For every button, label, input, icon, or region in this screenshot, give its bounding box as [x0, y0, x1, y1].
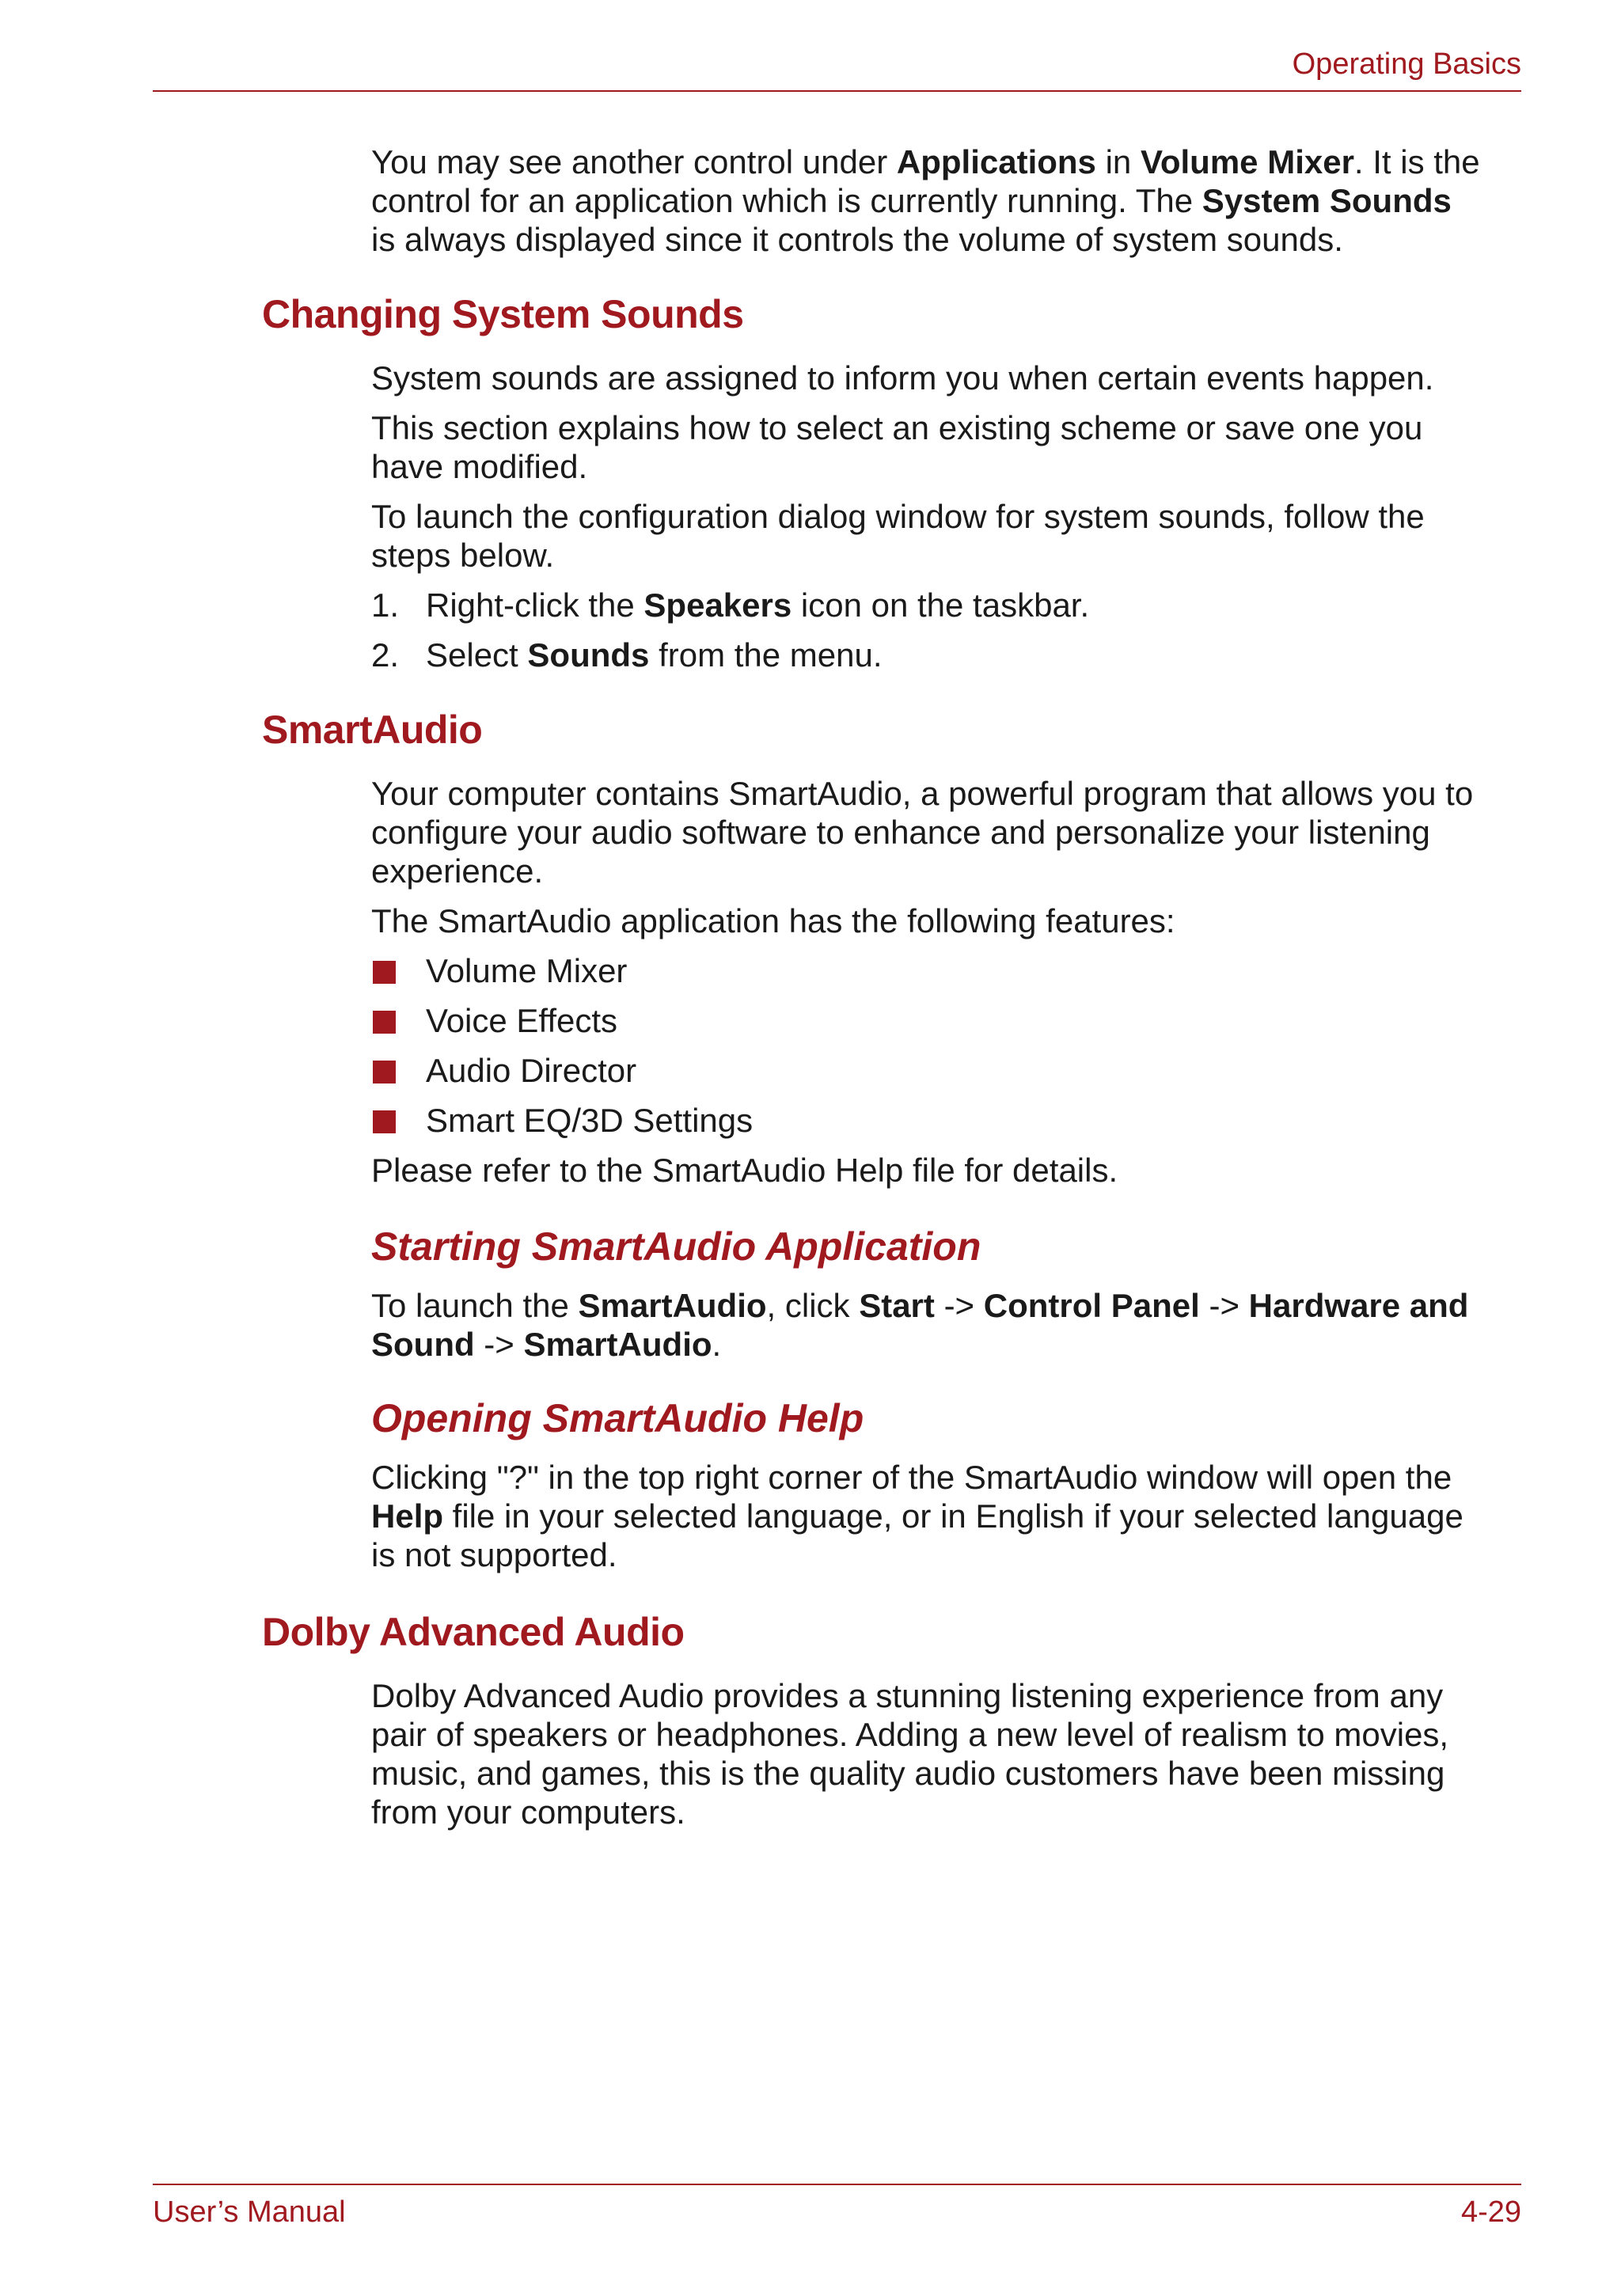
text-line: is not supported.	[371, 1536, 617, 1573]
text-line: experience.	[371, 852, 544, 890]
bullet-square-icon	[373, 1061, 396, 1083]
footer-rule	[153, 2184, 1521, 2185]
term-sounds: Sounds	[527, 636, 650, 674]
changing-paragraph-2	[371, 408, 1535, 486]
text-line: Clicking "?" in the top right corner of the SmartAudio window will open the	[371, 1459, 1452, 1496]
term-hardware-and: Hardware and	[1248, 1287, 1469, 1324]
text-span: .	[712, 1326, 722, 1363]
term-control-panel: Control Panel	[983, 1287, 1200, 1324]
smartaudio-paragraph-2: The SmartAudio application has the following features:	[371, 902, 1175, 939]
feature-item: Smart EQ/3D Settings	[426, 1102, 754, 1139]
page-number: 4-29	[1460, 2195, 1521, 2229]
step-2-text	[426, 636, 883, 674]
text-span: file in your selected language, or in English if your selected language	[443, 1497, 1463, 1535]
term-volume-mixer: Volume Mixer	[1140, 143, 1354, 180]
text-span: icon on the taskbar.	[792, 586, 1090, 624]
bullet-square-icon	[373, 1110, 396, 1133]
term-smartaudio: SmartAudio	[523, 1326, 712, 1363]
term-start: Start	[859, 1287, 935, 1324]
text-line: pair of speakers or headphones. Adding a new level of realism to movies,	[371, 1716, 1449, 1753]
term-applications: Applications	[896, 143, 1096, 180]
text-line: have modified.	[371, 448, 588, 485]
term-smartaudio: SmartAudio	[578, 1287, 767, 1324]
feature-item: Voice Effects	[426, 1002, 618, 1039]
feature-item: Audio Director	[426, 1052, 637, 1089]
heading-changing-system-sounds: Changing System Sounds	[262, 292, 744, 336]
text-span: ->	[474, 1326, 524, 1363]
step-1-text	[426, 586, 1089, 624]
text-line: music, and games, this is the quality audio customers have been missing	[371, 1755, 1445, 1792]
header-rule	[153, 90, 1521, 92]
bullet-square-icon	[373, 961, 396, 984]
intro-text: is always displayed since it controls the volume of system sounds.	[371, 221, 1343, 258]
text-span: To launch the	[371, 1287, 579, 1324]
intro-text: in	[1095, 143, 1141, 180]
dolby-paragraph	[371, 1676, 1535, 1831]
step-number: 2.	[371, 636, 400, 674]
starting-paragraph	[371, 1286, 1535, 1364]
text-span: Select	[426, 636, 528, 674]
heading-opening-smartaudio-help: Opening SmartAudio Help	[371, 1396, 864, 1440]
text-line: To launch the configuration dialog window for system sounds, follow the	[371, 498, 1425, 535]
changing-paragraph-1: System sounds are assigned to inform you when certain events happen.	[371, 359, 1434, 397]
heading-dolby-advanced-audio: Dolby Advanced Audio	[262, 1610, 685, 1654]
heading-smartaudio: SmartAudio	[262, 708, 483, 752]
heading-starting-smartaudio: Starting SmartAudio Application	[371, 1224, 981, 1269]
text-span: ->	[934, 1287, 984, 1324]
text-line: Your computer contains SmartAudio, a powerful program that allows you to	[371, 775, 1474, 812]
opening-paragraph	[371, 1458, 1535, 1574]
text-span: from the menu.	[649, 636, 883, 674]
bullet-square-icon	[373, 1011, 396, 1034]
intro-text: You may see another control under	[371, 143, 897, 180]
term-help: Help	[371, 1497, 444, 1535]
smartaudio-paragraph-1	[371, 774, 1535, 890]
step-number: 1.	[371, 586, 400, 624]
term-sound: Sound	[371, 1326, 475, 1363]
footer-manual-title: User’s Manual	[153, 2195, 346, 2229]
text-line: configure your audio software to enhance and personalize your listening	[371, 814, 1430, 851]
text-span: , click	[766, 1287, 860, 1324]
text-line: from your computers.	[371, 1793, 685, 1831]
text-span: Right-click the	[426, 586, 644, 624]
feature-item: Volume Mixer	[426, 952, 628, 989]
intro-text: control for an application which is currently running. The	[371, 182, 1202, 219]
text-span: ->	[1199, 1287, 1249, 1324]
term-speakers: Speakers	[643, 586, 792, 624]
changing-paragraph-3	[371, 497, 1535, 575]
intro-text: . It is the	[1353, 143, 1480, 180]
smartaudio-paragraph-3: Please refer to the SmartAudio Help file for details.	[371, 1152, 1118, 1189]
intro-paragraph	[371, 142, 1535, 259]
term-system-sounds: System Sounds	[1202, 182, 1452, 219]
text-line: steps below.	[371, 537, 555, 574]
text-line: Dolby Advanced Audio provides a stunning listening experience from any	[371, 1677, 1444, 1714]
text-line: This section explains how to select an existing scheme or save one you	[371, 409, 1423, 446]
running-header: Operating Basics	[1292, 47, 1521, 81]
